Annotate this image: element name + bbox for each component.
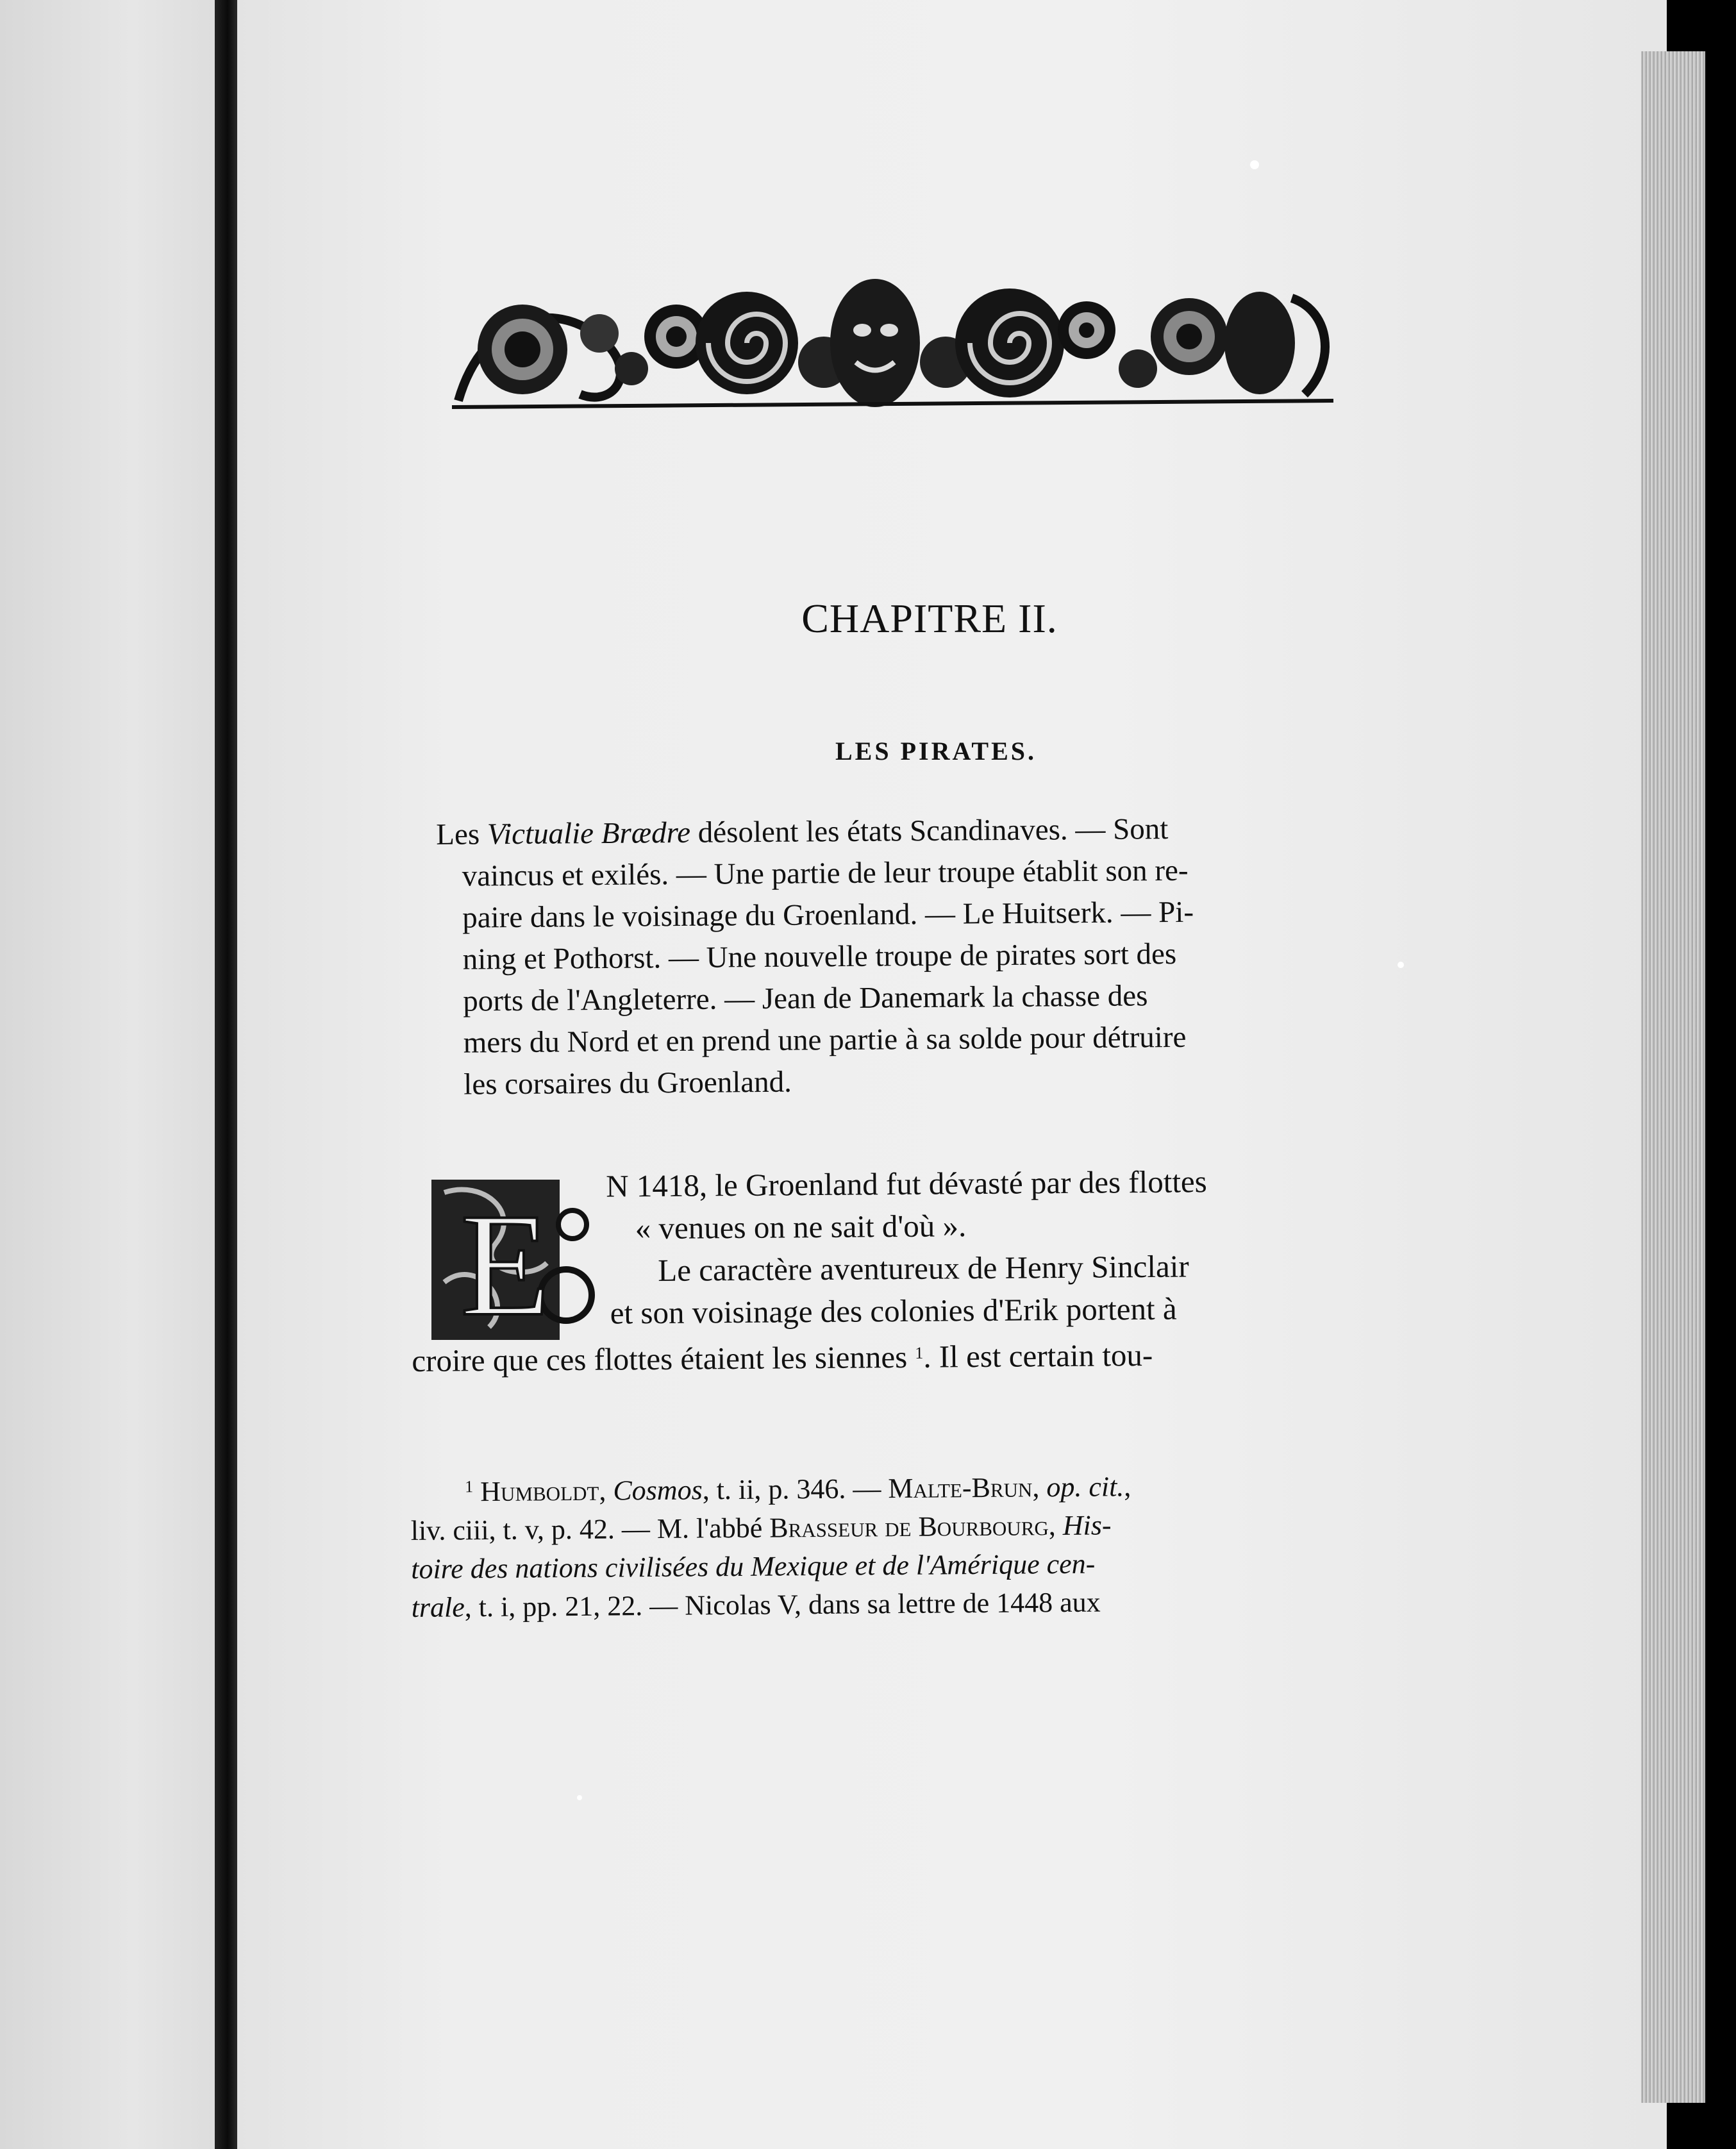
footnote-line xyxy=(411,1505,1308,1550)
footnote xyxy=(410,1461,1309,1627)
summary-line: vaincus et exilés. — Une partie de leur troupe établit son re- xyxy=(462,853,1189,893)
scan-speck xyxy=(577,1795,582,1800)
footnote-text: , t. i, pp. 21, 22. — Nicolas V, dans sa lettre de 1448 aux xyxy=(464,1586,1101,1623)
body-text xyxy=(410,1160,1310,1382)
footnote-text: , xyxy=(1048,1510,1063,1542)
previous-page-edge xyxy=(0,0,221,2149)
summary-line: paire dans le voisinage du Groenland. — Le Huitserk. — Pi- xyxy=(462,895,1194,935)
summary-line: ports de l'Angleterre. — Jean de Danemark la chasse des xyxy=(463,979,1148,1018)
dropcap-letter: E xyxy=(460,1183,551,1346)
summary-text: Les xyxy=(436,817,488,851)
footnote-title: Cosmos xyxy=(613,1474,703,1507)
footnote-line xyxy=(410,1461,1308,1512)
body-line: et son voisinage des colonies d'Erik portent à xyxy=(610,1291,1177,1331)
footnote-line xyxy=(411,1582,1308,1627)
body-line: N 1418, le Groenland fut dévasté par des flottes xyxy=(606,1164,1207,1204)
summary-line xyxy=(436,807,1308,856)
footnote-title: op. cit. xyxy=(1046,1471,1124,1503)
summary-line: ning et Pothorst. — Une nouvelle troupe de pirates sort des xyxy=(462,937,1177,976)
chapter-summary xyxy=(436,807,1310,1106)
scan-speck xyxy=(1398,962,1404,968)
footnote-text: , xyxy=(1124,1471,1131,1503)
summary-text: désolent les états Scandinaves. — Sont xyxy=(690,812,1169,849)
summary-line: les corsaires du Groenland. xyxy=(463,1065,792,1101)
summary-italic-term: Victualie Brædre xyxy=(487,815,691,851)
chapter-title: CHAPITRE II. xyxy=(801,596,1058,641)
footnote-title: His- xyxy=(1062,1509,1112,1542)
book-gutter xyxy=(215,0,240,2149)
body-line xyxy=(412,1329,1310,1382)
footnote-author: Brasseur de Bourbourg xyxy=(769,1510,1049,1544)
footnote-author: Humboldt, xyxy=(473,1475,613,1508)
footnote-reference: 1 xyxy=(915,1343,924,1362)
footnote-text: liv. ciii, t. v, p. 42. — M. l'abbé xyxy=(410,1512,770,1546)
ornamental-headband xyxy=(446,272,1340,414)
footnote-text: , t. ii, p. 346. — xyxy=(702,1473,889,1506)
scan-speck xyxy=(1250,160,1259,169)
footnote-title: trale xyxy=(411,1591,465,1623)
footnote-text: , xyxy=(1032,1471,1047,1503)
page-edges-shadow xyxy=(1705,51,1736,2149)
body-line: Le caractère aventureux de Henry Sinclair xyxy=(658,1248,1189,1288)
body-line: « venues on ne sait d'où ». xyxy=(635,1208,967,1246)
footnote-line: toire des nations civilisées du Mexique et de l'Amérique cen- xyxy=(411,1548,1096,1585)
footnote-author: Malte-Brun xyxy=(888,1471,1033,1505)
body-text-span: croire que ces flottes étaient les siennes xyxy=(412,1339,908,1378)
footnote-marker: 1 xyxy=(465,1477,474,1496)
body-text-span: . Il est certain tou- xyxy=(923,1337,1153,1375)
summary-line: mers du Nord et en prend une partie à sa solde pour détruire xyxy=(463,1020,1187,1060)
section-title: LES PIRATES. xyxy=(835,737,1037,765)
